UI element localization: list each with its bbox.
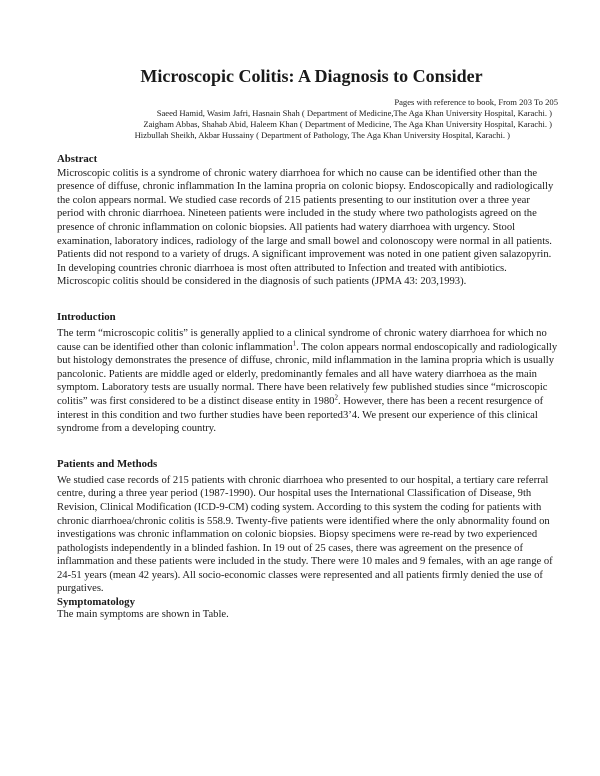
abstract-text: Microscopic colitis is a syndrome of chronic watery diarrhoea for which no cause can be identified other than the presence of diffuse, chronic inflammation In the lamina propria on colonic biopsy. Endoscopically and radiologically the colon appears normal. We studied case records of 215 patients presenting to our institution over a three year period with chronic diarrhoea. Nineteen patients were included in the study where two pathologists agreed on the presence of chronic inflammation on colonic biopsies. All patients had watery diarrhoea with urgency. Stool examination, laboratory indices, radiology of the large and small bowel and colonoscopy were normal in all patients. Patients did not respond to a variety of drugs. A significant improvement was noted in one patient given salazopyrin. In developing countries chronic diarrhoea is most often attributed to Infection and treated with antibiotics. Microscopic colitis should be considered in the diagnosis of such patients (JPMA 43: 203,1993). xyxy=(57,167,554,288)
front-matter xyxy=(57,97,558,141)
introduction-text xyxy=(57,327,558,436)
author-line: Zaigham Abbas, Shahab Abid, Haleem Khan ( Department of Medicine, The Aga Khan University Hospital, Karachi. ) xyxy=(143,118,552,129)
author-line: Hizbullah Sheikh, Akbar Hussainy ( Department of Pathology, The Aga Khan University Hospital, Karachi. ) xyxy=(134,129,510,140)
page-reference: Pages with reference to book, From 203 To 205 xyxy=(394,97,558,107)
reference-marker: 1 xyxy=(292,339,297,348)
symptomatology-heading: Symptomatology xyxy=(57,596,135,609)
symptomatology-text: The main symptoms are shown in Table. xyxy=(57,609,229,621)
introduction-text-part: . The colon appears normal endoscopically and radiologically but histology demonstrates the presence of diffuse, chronic, mild inflammation in the lamina propria which is usually pancolonic. Patients are middle aged or elderly, predominantly females and all have watery diarrhoea as the main symptom. Laboratory tests are usually normal. There have been relatively few published studies since “microscopic colitis” was first considered to be a distinct disease entity in 1980 xyxy=(57,341,558,407)
introduction-heading: Introduction xyxy=(57,310,116,323)
article-title: Microscopic Colitis: A Diagnosis to Consider xyxy=(140,66,483,86)
author-line: Saeed Hamid, Wasim Jafri, Hasnain Shah ( Department of Medicine,The Aga Khan University Hospital, Karachi. ) xyxy=(156,107,552,118)
introduction-text-part: The term “microscopic colitis” is generally applied to a clinical syndrome of chronic watery diarrhoea for which no cause can be identified other than colonic inflammation xyxy=(57,327,547,353)
methods-text: We studied case records of 215 patients with chronic diarrhoea who presented to our hospital, a tertiary care referral centre, during a three year period (1987-1990). Our hospital uses the International Classification of Disease, 9th Revision, Clinical Modification (ICD-9-CM) coding system. According to this system the coding for patients with chronic diarrhoea/chronic colitis is 558.9. Twenty-five patients were identified where the only abnormality found on investigations was chronic inflammation on colonic biopsies. Biopsy specimens were re-read by two experienced pathologists independently in a blinded fashion. In 19 out of 25 cases, there was agreement on the presence of inflammation and these patients were included in the study. There were 10 males and 9 females, with an age range of 24-51 years (mean 42 years). All socio-economic classes were represented and all patients firmly denied the use of purgatives. xyxy=(57,474,553,595)
methods-heading: Patients and Methods xyxy=(57,457,158,470)
introduction-text-part: . However, there has been a recent resurgence of interest in this condition and two further studies have been reported3’4. We present our experience of this clinical syndrome from a developing country. xyxy=(57,395,544,435)
abstract-heading: Abstract xyxy=(57,152,98,165)
reference-marker: 2 xyxy=(334,393,338,402)
